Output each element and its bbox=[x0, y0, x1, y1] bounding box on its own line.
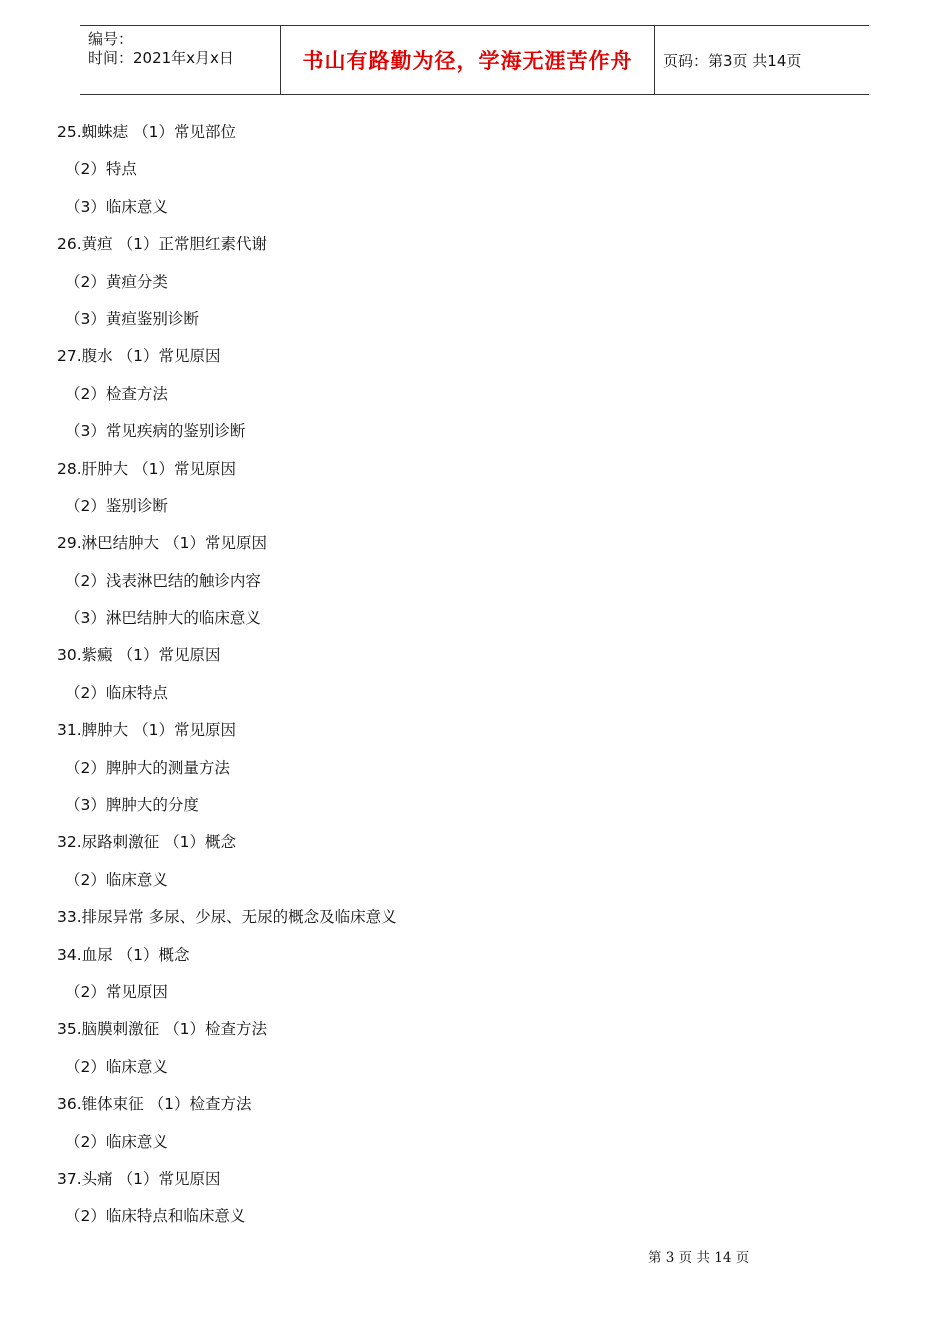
sub-item-line: （2）特点 bbox=[65, 160, 137, 179]
topic-line: 31.脾肿大 （1）常见原因 bbox=[57, 721, 236, 740]
topic-line: 36.锥体束征 （1）检查方法 bbox=[57, 1095, 252, 1114]
header-page-cell bbox=[655, 26, 869, 94]
sub-item-line: （2）临床特点和临床意义 bbox=[65, 1207, 246, 1226]
topic-line: 26.黄疸 （1）正常胆红素代谢 bbox=[57, 235, 267, 254]
sub-item-line: （3）常见疾病的鉴别诊断 bbox=[65, 422, 246, 441]
sub-item-line: （2）常见原因 bbox=[65, 982, 168, 1001]
sub-item-line: （3）淋巴结肿大的临床意义 bbox=[65, 609, 261, 628]
sub-item-line: （2）黄疸分类 bbox=[65, 272, 168, 291]
topic-line: 35.脑膜刺激征 （1）检查方法 bbox=[57, 1020, 267, 1039]
document-date: 时间：2021年x月x日 bbox=[88, 49, 234, 67]
topic-line: 33.排尿异常 多尿、少尿、无尿的概念及临床意义 bbox=[57, 908, 397, 927]
topic-line: 29.淋巴结肿大 （1）常见原因 bbox=[57, 534, 267, 553]
sub-item-line: （3）黄疸鉴别诊断 bbox=[65, 309, 199, 328]
topic-line: 28.肝肿大 （1）常见原因 bbox=[57, 459, 236, 478]
page-header bbox=[80, 25, 869, 95]
sub-item-line: （2）临床意义 bbox=[65, 870, 168, 889]
sub-item-line: （2）临床特点 bbox=[65, 683, 168, 702]
header-left-cell bbox=[80, 26, 281, 94]
sub-item-line: （2）鉴别诊断 bbox=[65, 496, 168, 515]
sub-item-line: （2）临床意义 bbox=[65, 1057, 168, 1076]
sub-item-line: （3）脾肿大的分度 bbox=[65, 796, 199, 815]
sub-item-line: （2）浅表淋巴结的触诊内容 bbox=[65, 571, 261, 590]
header-motto: 书山有路勤为径，学海无涯苦作舟 bbox=[302, 49, 633, 73]
sub-item-line: （2）脾肿大的测量方法 bbox=[65, 758, 230, 777]
header-page-info: 页码：第3页 共14页 bbox=[663, 51, 802, 70]
document-body bbox=[57, 114, 897, 1236]
header-motto-cell bbox=[281, 26, 655, 94]
sub-item-line: （2）临床意义 bbox=[65, 1132, 168, 1151]
topic-line: 25.蜘蛛痣 （1）常见部位 bbox=[57, 123, 236, 141]
document-number-label: 编号： bbox=[88, 30, 134, 48]
topic-line: 34.血尿 （1）概念 bbox=[57, 945, 190, 964]
topic-line: 32.尿路刺激征 （1）概念 bbox=[57, 833, 236, 852]
sub-item-line: （2）检查方法 bbox=[65, 384, 168, 403]
topic-line: 37.头痛 （1）常见原因 bbox=[57, 1169, 221, 1188]
topic-line: 27.腹水 （1）常见原因 bbox=[57, 347, 221, 366]
sub-item-line: （3）临床意义 bbox=[65, 197, 168, 216]
page-footer: 第 3 页 共 14 页 bbox=[648, 1250, 750, 1266]
topic-line: 30.紫癜 （1）常见原因 bbox=[57, 646, 221, 665]
